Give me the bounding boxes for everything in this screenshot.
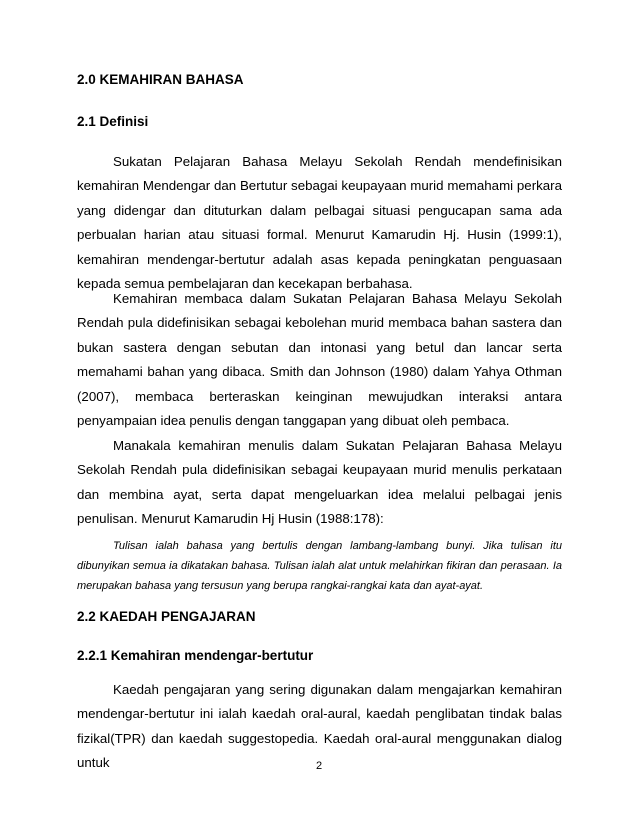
kaedah-heading: 2.2 KAEDAH PENGAJARAN	[77, 609, 256, 624]
quote-text: Tulisan ialah bahasa yang bertulis dengan lambang-lambang bunyi. Jika tulisan itu dibunyikan semua ia dikatakan bahasa. Tulisan ialah alat untuk melahirkan fikiran dan perasaan. Ia merupakan bahasa yang tersusun yang berupa rangkai-rangkai kata dan ayat-ayat.	[77, 540, 562, 592]
paragraph-text: Kaedah pengajaran yang sering digunakan dalam mengajarkan kemahiran mendengar-bertutur ini ialah kaedah oral-aural, kaedah penglibatan tindak balas fizikal(TPR) dan kaedah suggestopedia. Kaedah oral-aural menggunakan dialog untuk	[77, 682, 562, 771]
paragraph-text: Kemahiran membaca dalam Sukatan Pelajaran Bahasa Melayu Sekolah Rendah pula didefinisikan sebagai kebolehan murid membaca bahan sastera dan bukan sastera dengan sebutan dan intonasi yang betul dan lancar serta memahami bahan yang dibaca. Smith dan Johnson (1980) dalam Yahya Othman (2007), membaca berteraskan keinginan mewujudkan interaksi antara penyampaian idea penulis dengan tanggapan yang dibuat oleh pembaca.	[77, 291, 562, 429]
paragraph-membaca	[77, 287, 562, 433]
block-quote	[77, 536, 562, 596]
paragraph-menulis	[77, 434, 562, 532]
paragraph-mendengar-bertutur	[77, 150, 562, 296]
mendengar-heading: 2.2.1 Kemahiran mendengar-bertutur	[77, 648, 314, 663]
paragraph-text: Manakala kemahiran menulis dalam Sukatan Pelajaran Bahasa Melayu Sekolah Rendah pula didefinisikan sebagai keupayaan murid menulis perkataan dan membina ayat, serta dapat mengeluarkan idea melalui pelbagai jenis penulisan. Menurut Kamarudin Hj Husin (1988:178):	[77, 438, 562, 527]
paragraph-text: Sukatan Pelajaran Bahasa Melayu Sekolah Rendah mendefinisikan kemahiran Mendengar dan Bertutur sebagai keupayaan murid memahami perkara yang didengar dan dituturkan dalam pelbagai situasi pengucapan sama ada perbualan harian atau situasi formal. Menurut Kamarudin Hj. Husin (1999:1), kemahiran mendengar-bertutur adalah asas kepada peningkatan penguasaan kepada semua pembelajaran dan kecekapan berbahasa.	[77, 154, 562, 292]
section-heading: 2.0 KEMAHIRAN BAHASA	[77, 72, 244, 87]
definisi-heading: 2.1 Definisi	[77, 114, 149, 129]
page-number: 2	[315, 760, 323, 772]
